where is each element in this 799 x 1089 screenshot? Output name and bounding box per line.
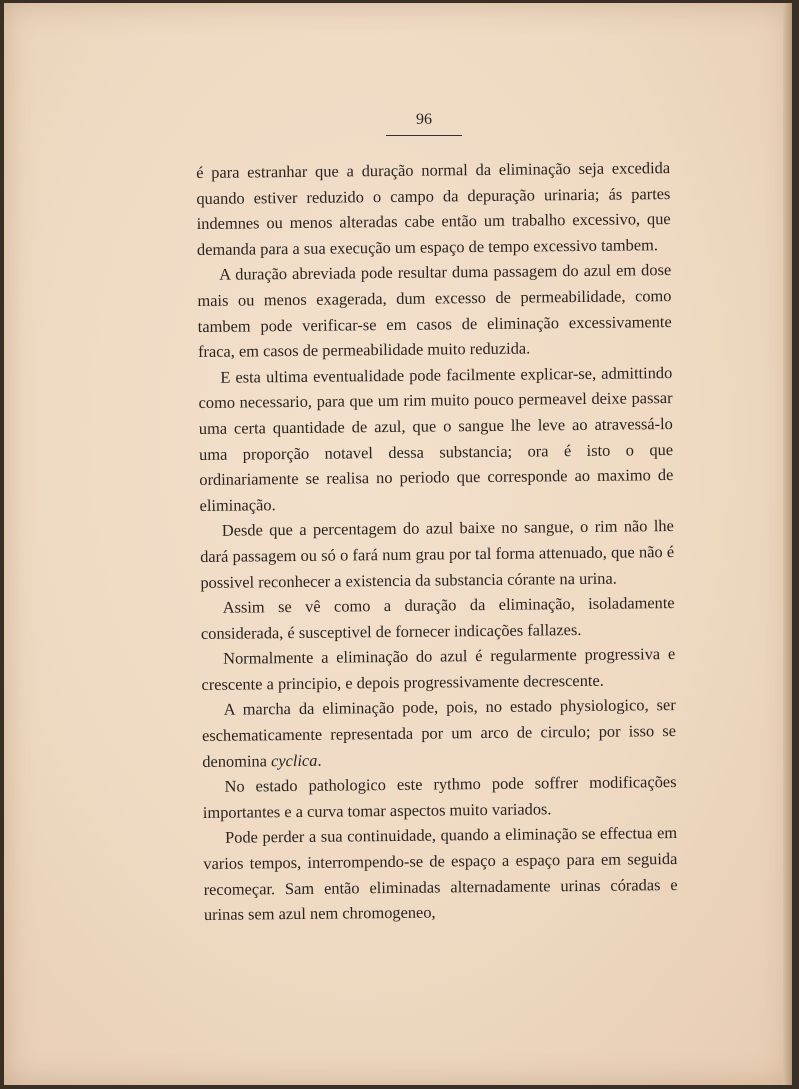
paragraph-8: No estado pathologico este rythmo pode soffrer modificações importantes e a curva tomar aspectos muito variados. — [202, 772, 677, 822]
paragraph-2: A duração abreviada pode resultar duma passagem do azul em dose mais ou menos exagerada, dum excesso de permeabilidade, como tambem pode verificar-se em casos de eliminação excessivamente fraca, em casos de permeabilidade muito reduzida. — [197, 260, 672, 362]
paragraph-6: Normalmente a eliminação do azul é regularmente progressiva e crescente a principio, e depois progressivamente decrescente. — [201, 644, 676, 694]
paragraph-7 — [202, 692, 677, 774]
paragraph-7-end: . — [317, 750, 322, 770]
paragraph-4: Desde que a percentagem do azul baixe no sangue, o rim não lhe dará passagem ou só o fará num grau por tal forma attenuado, que não é possivel reconhecer a existencia da substancia córante na urina. — [200, 516, 675, 592]
page-number-rule — [386, 135, 462, 136]
paragraph-3: E esta ultima eventualidade pode facilmente explicar-se, admittindo como necessario, para que um rim muito pouco permeavel deixe passar uma certa quantidade de azul, que o sangue lhe leve ao atravessá-lo uma proporção notavel dessa substancia; ora é isto o que ordinariamente se realisa no periodo que corresponde ao maximo de eliminação. — [198, 362, 674, 515]
paragraph-1: é para estranhar que a duração normal da eliminação seja excedida quando estiver reduzido o campo da depuração urinaria; ás partes indemnes ou menos alteradas cabe então um trabalho excessivo, que demanda para a sua execução um espaço de tempo excessivo tambem. — [196, 158, 671, 259]
paragraph-5: Assim se vê como a duração da eliminação, isoladamente considerada, é susceptivel de fornecer indicações fallazes. — [200, 593, 675, 643]
paragraph-7-text: A marcha da eliminação pode, pois, no estado physiologico, ser eschematicamente representada por um arco de circulo; por isso se denomina — [201, 695, 677, 771]
paragraph-7-emphasis: cyclica — [270, 750, 318, 770]
paragraph-9: Pode perder a sua continuidade, quando a eliminação se effectua em varios tempos, interrompendo-se de espaço a espaço para em seguida recomeçar. Sam então eliminadas alternadamente urinas córadas e urinas sem azul nem chromogeneo, — [203, 823, 678, 925]
page-edge — [783, 3, 792, 1085]
book-page — [4, 3, 792, 1085]
body-text — [196, 155, 678, 928]
page-number: 96 — [416, 111, 432, 128]
